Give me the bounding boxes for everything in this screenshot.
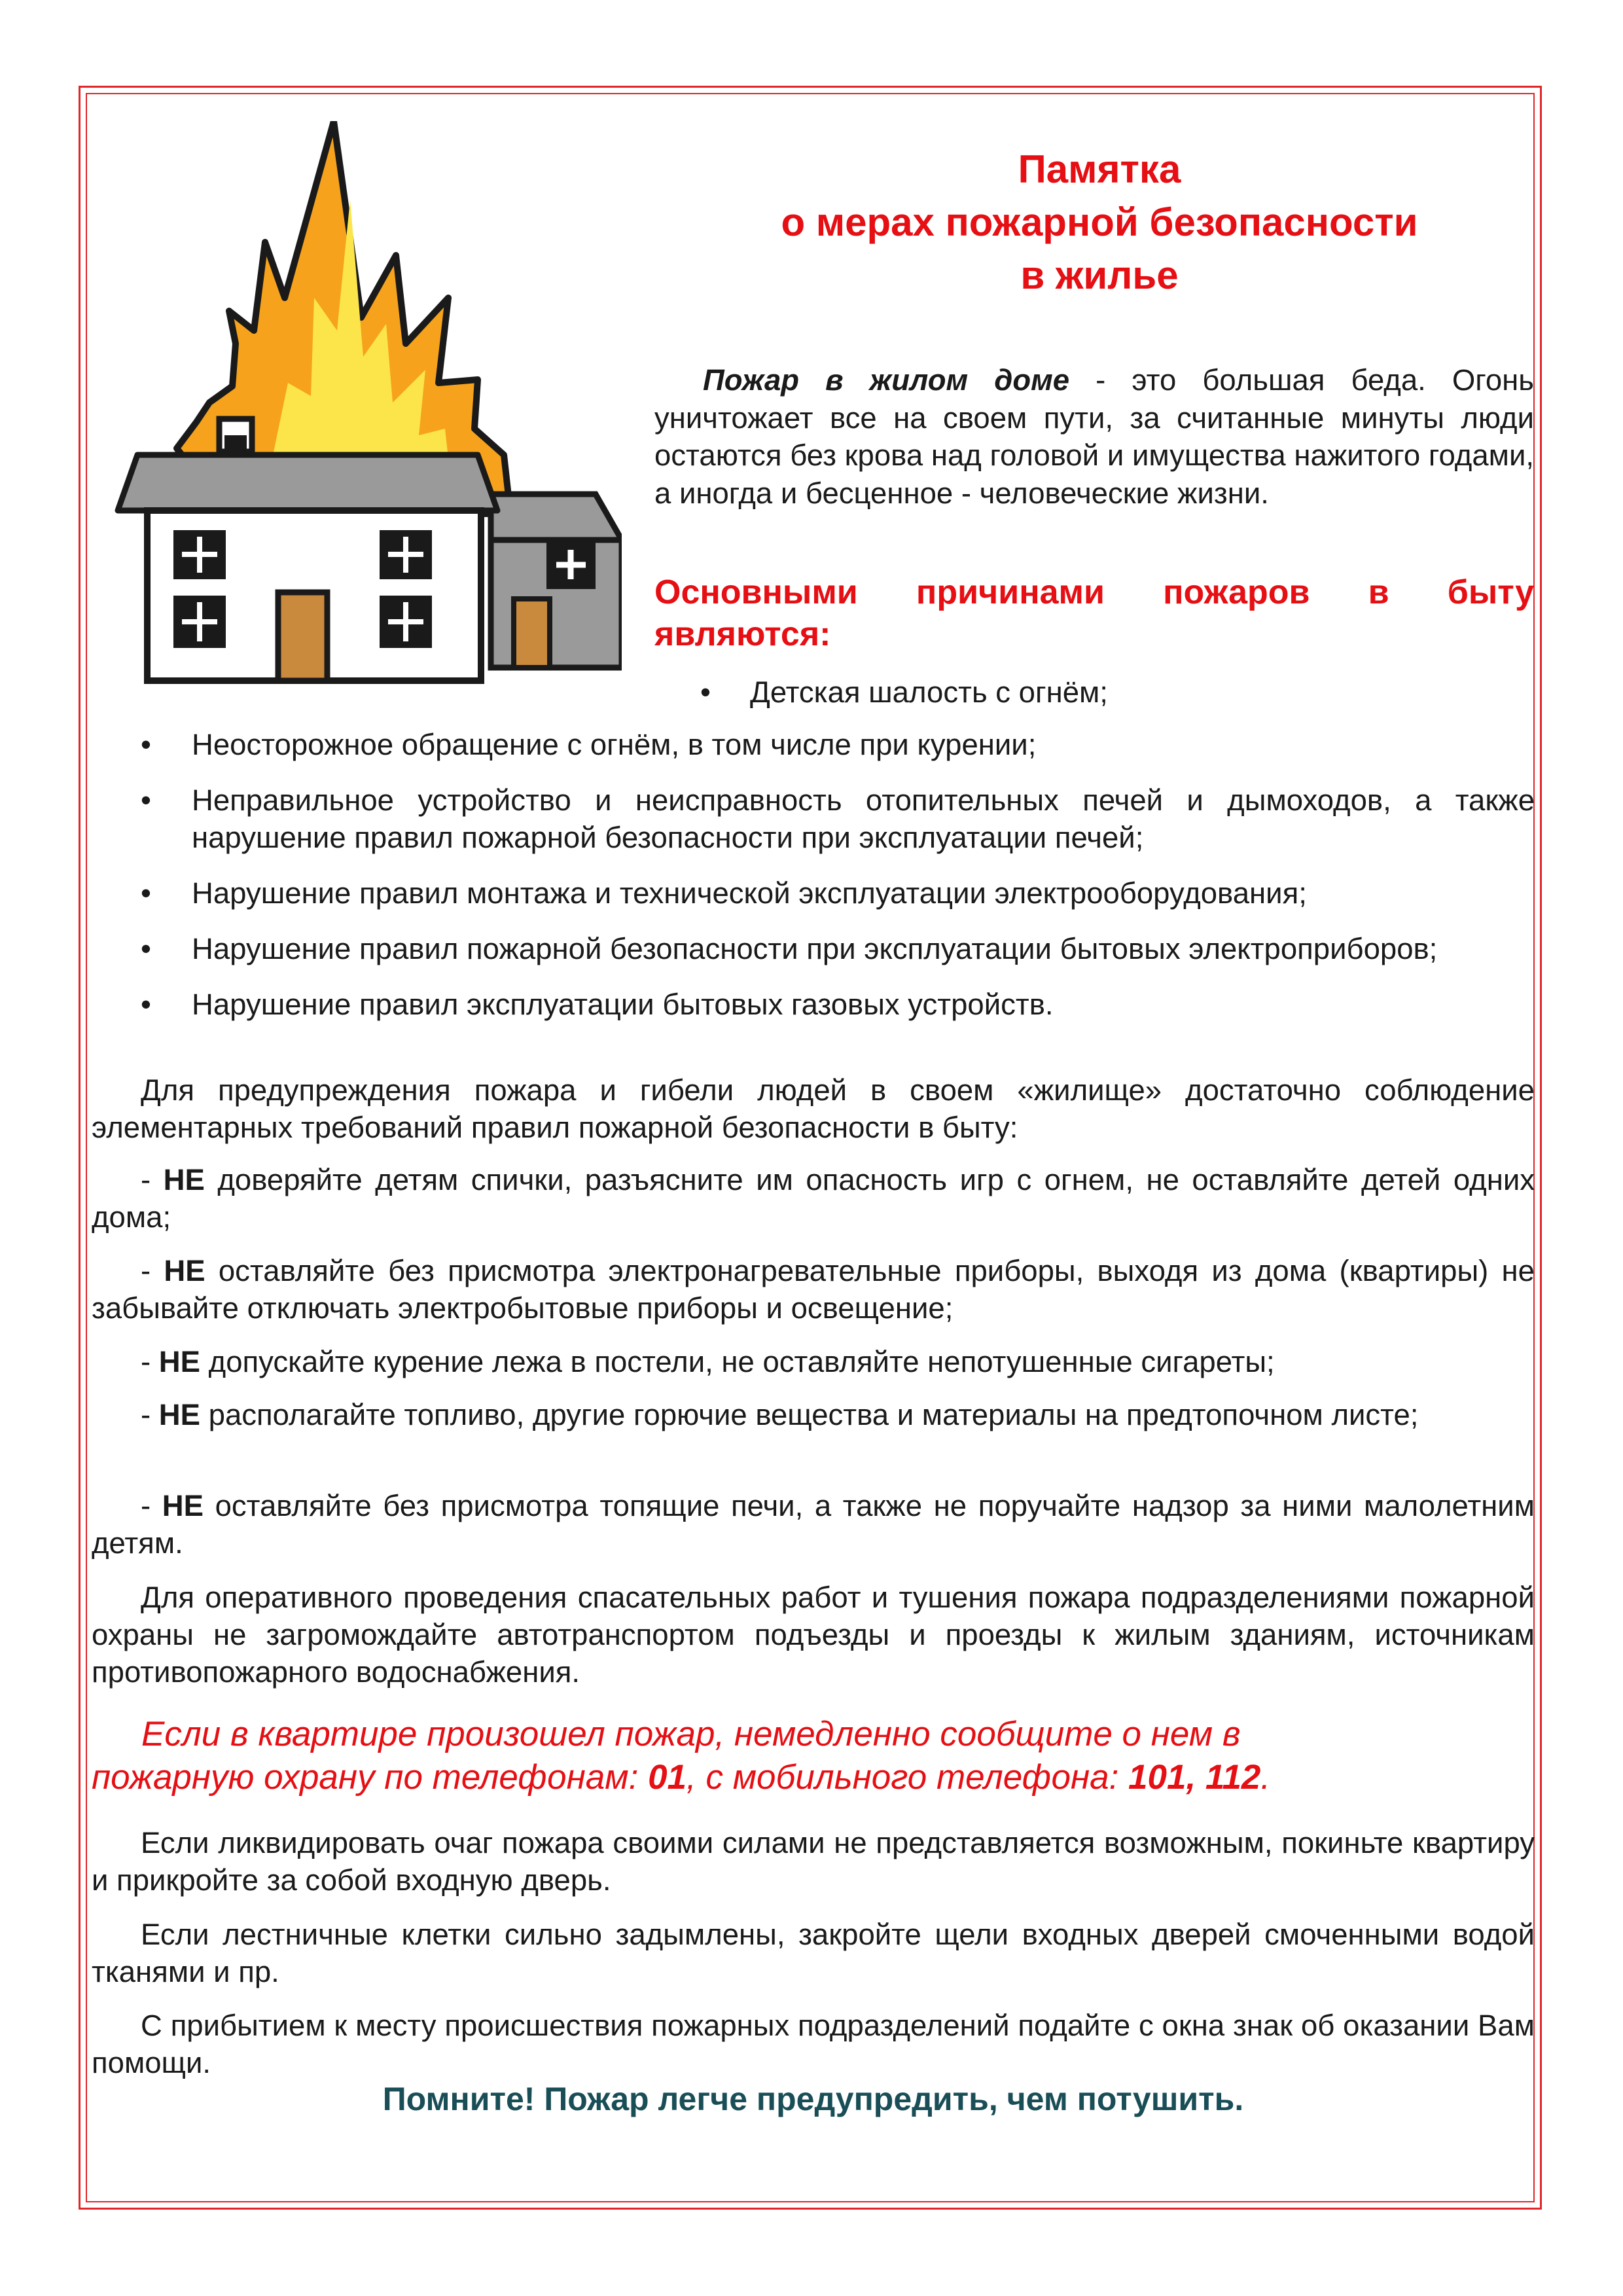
advice-text: Если ликвидировать очаг пожара своими силами не представляется возможным, покиньте квартиру и прикройте за собой входную дверь.: [92, 1826, 1535, 1897]
rule-text: оставляйте без присмотра топящие печи, а также не поручайте надзор за ними малолетним детям.: [92, 1489, 1535, 1560]
rule-ne: НЕ: [158, 1398, 201, 1431]
advice-text: Если лестничные клетки сильно задымлены, закройте щели входных дверей смоченными водой тканями и пр.: [92, 1918, 1535, 1988]
cause-item-text: Нарушение правил эксплуатации бытовых газовых устройств.: [192, 988, 1054, 1021]
rule-dash: -: [141, 1254, 164, 1287]
rule-text: допускайте курение лежа в постели, не оставляйте непотушенные сигареты;: [200, 1345, 1275, 1378]
rescue-paragraph-text: Для оперативного проведения спасательных работ и тушения пожара подразделениями пожарной охраны не загромождайте автотранспортом подъезды и проезды к жилым зданиям, источникам противопожарного водоснабжения.: [92, 1581, 1535, 1689]
cause-item-text: Нарушение правил пожарной безопасности при эксплуатации бытовых электроприборов;: [192, 932, 1438, 965]
rule-text: оставляйте без присмотра электронагревательные приборы, выходя из дома (квартиры) не забывайте отключать электробытовые приборы и освещение;: [92, 1254, 1535, 1325]
advice-text: С прибытием к месту происшествия пожарных подразделений подайте с окна знак об оказании Вам помощи.: [92, 2009, 1535, 2079]
alert-line-2a: пожарную охрану по телефонам:: [92, 1758, 649, 1797]
bullet-icon: •: [700, 675, 711, 709]
rule-1: [92, 1161, 1535, 1236]
intro-paragraph: [654, 361, 1534, 512]
emergency-alert: [92, 1713, 1535, 1799]
rule-ne: НЕ: [163, 1163, 205, 1196]
cause-item: [141, 781, 1535, 856]
cause-item: [141, 986, 1535, 1023]
house-icon: [118, 419, 622, 681]
title-line-1: Памятка: [1018, 147, 1181, 191]
rule-text: доверяйте детям спички, разъясните им опасность игр с огнем, не оставляйте детей одних дома;: [92, 1163, 1535, 1234]
prevention-intro-text: Для предупреждения пожара и гибели людей в своем «жилище» достаточно соблюдение элементарных требований правил пожарной безопасности в быту:: [92, 1073, 1535, 1144]
intro-rest: уничтожает все на своем пути, за считанные минуты люди остаются без крова над головой и имущества нажитого годами, а иногда и бесценное - человеческие жизни.: [654, 401, 1534, 510]
rule-3: [92, 1343, 1535, 1380]
cause-item-text: Неосторожное обращение с огнём, в том числе при курении;: [192, 728, 1037, 761]
prevention-intro: [92, 1071, 1535, 1146]
rule-text: располагайте топливо, другие горючие вещества и материалы на предтопочном листе;: [200, 1398, 1419, 1431]
alert-end: .: [1260, 1758, 1271, 1797]
rule-dash: -: [141, 1345, 159, 1378]
page-title: [661, 143, 1538, 302]
rule-dash: -: [141, 1398, 159, 1431]
cause-item: [141, 726, 1535, 763]
bullet-icon: •: [141, 783, 151, 817]
advice-2: [92, 1916, 1535, 1990]
rule-ne: НЕ: [164, 1254, 205, 1287]
bullet-icon: •: [141, 876, 151, 910]
rule-5: [92, 1487, 1535, 1562]
cause-item: [141, 930, 1535, 967]
advice-3: [92, 2007, 1535, 2081]
cause-item: [141, 874, 1535, 912]
rule-ne: НЕ: [162, 1489, 204, 1522]
advice-1: [92, 1824, 1535, 1899]
causes-list: [141, 726, 1535, 1041]
intro-lead: Пожар в жилом доме: [703, 363, 1070, 397]
cause-item-text: Нарушение правил монтажа и технической эксплуатации электрооборудования;: [192, 876, 1307, 910]
bullet-icon: •: [141, 932, 151, 965]
phone-number-01: 01: [648, 1758, 687, 1797]
rescue-paragraph: [92, 1579, 1535, 1691]
phone-numbers-mobile: 101, 112: [1128, 1758, 1261, 1797]
intro-line1-rest: - это большая беда. Огонь: [1069, 363, 1534, 397]
causes-heading-line-1: Основными причинами пожаров в быту: [654, 573, 1534, 611]
rule-dash: -: [141, 1489, 162, 1522]
causes-heading: [654, 571, 1534, 655]
closing-slogan: Помните! Пожар легче предупредить, чем потушить.: [382, 2081, 1244, 2117]
cause-item-text: Детская шалость с огнём;: [750, 675, 1108, 709]
rule-ne: НЕ: [158, 1345, 201, 1378]
title-line-3: в жилье: [1020, 253, 1179, 297]
rule-4: [92, 1396, 1535, 1433]
title-line-2: о мерах пожарной безопасности: [781, 200, 1418, 244]
burning-house-illustration: [98, 121, 622, 697]
intro-first-line: [654, 361, 1534, 399]
causes-heading-line-2: являются:: [654, 615, 831, 653]
alert-line-1: Если в квартире произошел пожар, немедленно сообщите о нем в: [141, 1715, 1241, 1753]
rule-2: [92, 1252, 1535, 1327]
bullet-icon: •: [141, 728, 151, 761]
bullet-icon: •: [141, 988, 151, 1021]
rule-dash: -: [141, 1163, 164, 1196]
cause-item-text: Неправильное устройство и неисправность отопительных печей и дымоходов, а также нарушение правил пожарной безопасности при эксплуатации печей;: [192, 783, 1535, 854]
alert-line-2b: , с мобильного телефона:: [687, 1758, 1129, 1797]
